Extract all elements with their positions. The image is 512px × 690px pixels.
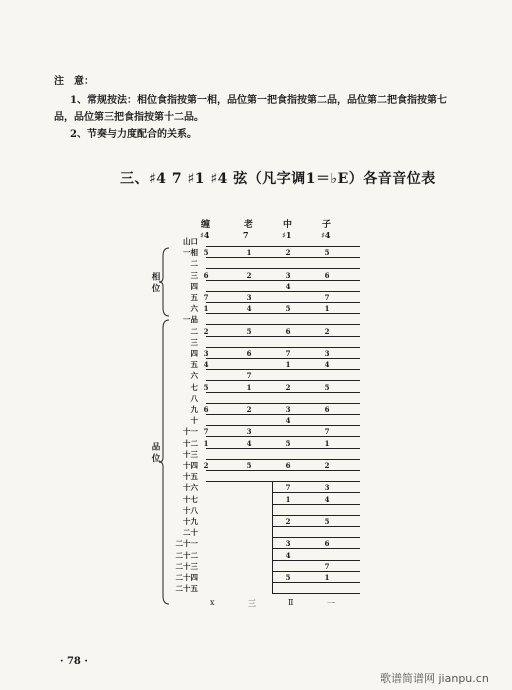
column-header: 中 xyxy=(283,220,293,230)
note-cell: 2 xyxy=(246,405,252,414)
row-label: 十三 xyxy=(183,449,198,459)
row-label: 六 xyxy=(190,304,198,314)
watermark: 歌谱简谱网 jianpu.cn xyxy=(380,672,489,685)
note-cell: 7 xyxy=(203,293,209,302)
staff-line xyxy=(206,358,360,359)
staff-line xyxy=(272,504,360,505)
note-cell: 5 xyxy=(246,461,252,470)
note-cell: 4 xyxy=(285,416,291,426)
note-cell: 3 xyxy=(246,293,252,302)
notes-item2: 2、节奏与力度配合的关系。 xyxy=(70,129,197,140)
row-label: 四 xyxy=(190,281,198,291)
note-cell: 6 xyxy=(285,326,291,336)
note-cell: 1 xyxy=(285,360,291,370)
staff-line xyxy=(272,548,360,549)
staff-line xyxy=(272,560,360,561)
note-cell: 1 xyxy=(324,438,330,448)
staff-line xyxy=(272,582,360,583)
open-string-value: ♯1 xyxy=(282,230,292,240)
column-header: 缠 xyxy=(201,220,211,230)
note-cell: 2 xyxy=(324,461,330,470)
note-cell: 5 xyxy=(285,438,291,448)
note-cell: 3 xyxy=(246,427,252,437)
note-cell: 4 xyxy=(285,281,291,291)
row-label: 六 xyxy=(190,371,198,381)
note-cell: 4 xyxy=(324,360,330,370)
note-cell: 6 xyxy=(324,539,330,549)
note-cell: 5 xyxy=(203,248,209,258)
note-cell: 1 xyxy=(203,304,209,314)
note-cell: 3 xyxy=(285,539,291,549)
note-cell: 4 xyxy=(324,494,330,504)
row-label: 一相 xyxy=(183,248,198,258)
row-label: 十五 xyxy=(183,472,198,482)
staff-line xyxy=(206,302,360,303)
row-label: 十二 xyxy=(183,438,198,448)
note-cell: 5 xyxy=(324,248,330,258)
staff-vertical xyxy=(272,482,273,594)
group-label-pinwei: 品位 xyxy=(150,442,160,465)
note-cell: 3 xyxy=(203,349,209,358)
group-label-xiangwei: 相位 xyxy=(150,272,160,295)
staff-line xyxy=(206,268,360,269)
row-label: 二十二 xyxy=(175,550,198,560)
staff-line xyxy=(272,515,360,516)
row-label: 九 xyxy=(190,405,198,414)
staff-line xyxy=(272,537,360,538)
note-cell: 3 xyxy=(324,483,330,493)
note-cell: 5 xyxy=(324,517,330,526)
row-label: 二十四 xyxy=(175,573,198,582)
note-cell: 5 xyxy=(285,304,291,314)
note-cell: 5 xyxy=(246,326,252,336)
row-label: 八 xyxy=(190,393,198,403)
row-label: 二十五 xyxy=(175,584,198,594)
row-label: 十 xyxy=(190,416,198,426)
row-label: 十八 xyxy=(183,505,198,515)
notes-item1-line2: 品，品位第三把食指按第十二品。 xyxy=(54,112,204,123)
note-cell: 3 xyxy=(285,270,291,280)
row-label: 五 xyxy=(190,293,198,302)
note-cell: 7 xyxy=(324,427,330,437)
open-string-value: 7 xyxy=(243,230,249,240)
column-header: 老 xyxy=(244,220,254,230)
row-label: 四 xyxy=(190,349,198,358)
note-cell: 5 xyxy=(285,573,291,582)
staff-line xyxy=(206,436,360,437)
staff-line xyxy=(206,425,360,426)
note-cell: 2 xyxy=(246,270,252,280)
string-bottom-label: x xyxy=(210,598,215,607)
staff-line xyxy=(206,369,360,370)
note-cell: 7 xyxy=(324,293,330,302)
note-cell: 3 xyxy=(285,405,291,414)
note-cell: 4 xyxy=(246,438,252,448)
row-label: 三 xyxy=(190,337,198,347)
row-label: 二十三 xyxy=(175,561,198,571)
note-cell: 6 xyxy=(285,461,291,470)
column-header: 子 xyxy=(322,220,332,230)
note-cell: 7 xyxy=(285,483,291,493)
row-label: 十七 xyxy=(183,494,198,504)
row-label: 二十一 xyxy=(175,539,198,549)
staff-line xyxy=(272,492,360,493)
row-label: 二 xyxy=(190,259,198,269)
note-cell: 2 xyxy=(203,461,209,470)
note-cell: 6 xyxy=(203,270,209,280)
staff-line xyxy=(206,324,360,325)
note-cell: 4 xyxy=(246,304,252,314)
note-cell: 3 xyxy=(324,349,330,358)
note-cell: 7 xyxy=(285,349,291,358)
row-label: 三 xyxy=(190,270,198,280)
note-cell: 1 xyxy=(203,438,209,448)
note-cell: 1 xyxy=(246,248,252,258)
table-title: 三、♯4 7 ♯1 ♯4 弦（凡字调1＝♭E）各音音位表 xyxy=(120,171,436,187)
row-label: 二 xyxy=(190,326,198,336)
staff-line xyxy=(272,593,360,594)
note-cell: 5 xyxy=(324,382,330,392)
row-label: 十四 xyxy=(183,461,198,470)
open-string-value: ♯4 xyxy=(200,230,210,240)
row-label: 山口 xyxy=(183,237,198,246)
note-cell: 1 xyxy=(324,573,330,582)
staff-line xyxy=(206,291,360,292)
note-cell: 1 xyxy=(285,494,291,504)
string-bottom-label: 三 xyxy=(248,599,256,608)
note-cell: 6 xyxy=(324,270,330,280)
staff-line xyxy=(206,280,360,281)
row-label: 十六 xyxy=(183,483,198,493)
staff-line xyxy=(206,257,360,258)
note-cell: 7 xyxy=(246,371,252,381)
note-cell: 4 xyxy=(285,550,291,560)
row-label: 七 xyxy=(190,382,198,392)
note-cell: 2 xyxy=(203,326,209,336)
staff-line xyxy=(206,414,360,415)
staff-line xyxy=(206,448,360,449)
page-number: · 78 · xyxy=(60,656,88,667)
staff-line xyxy=(206,347,360,348)
note-cell: 5 xyxy=(203,382,209,392)
note-cell: 7 xyxy=(203,427,209,437)
note-cell: 2 xyxy=(285,517,291,526)
note-cell: 2 xyxy=(285,248,291,258)
notes-item1-line1: 1、常规按法：相位食指按第一相，品位第一把食指按第二品，品位第二把食指按第七 xyxy=(70,95,447,106)
open-string-value: ♯4 xyxy=(321,230,331,240)
note-cell: 6 xyxy=(324,405,330,414)
staff-line xyxy=(206,313,360,314)
row-label: 一品 xyxy=(183,315,198,325)
note-cell: 6 xyxy=(246,349,252,358)
staff-line xyxy=(272,526,360,527)
note-cell: 1 xyxy=(324,304,330,314)
notes-heading: 注 意： xyxy=(54,76,94,87)
note-cell: 1 xyxy=(246,382,252,392)
string-bottom-label: Ⅱ xyxy=(288,598,294,607)
note-cell: 4 xyxy=(203,360,209,370)
staff-line xyxy=(206,403,360,404)
staff-line xyxy=(206,459,360,460)
row-label: 二十 xyxy=(183,528,198,538)
staff-line xyxy=(206,246,360,247)
note-cell: 6 xyxy=(203,405,209,414)
note-cell: 7 xyxy=(324,561,330,571)
note-cell: 2 xyxy=(285,382,291,392)
string-bottom-label: 一 xyxy=(327,599,335,608)
staff-line xyxy=(206,336,360,337)
staff-line xyxy=(272,571,360,572)
staff-line xyxy=(206,392,360,393)
row-label: 十一 xyxy=(183,427,198,437)
row-label: 十九 xyxy=(183,517,198,526)
staff-line xyxy=(206,470,360,471)
staff-line xyxy=(206,380,360,381)
staff-line xyxy=(206,481,360,482)
row-label: 五 xyxy=(190,360,198,370)
note-cell: 2 xyxy=(324,326,330,336)
